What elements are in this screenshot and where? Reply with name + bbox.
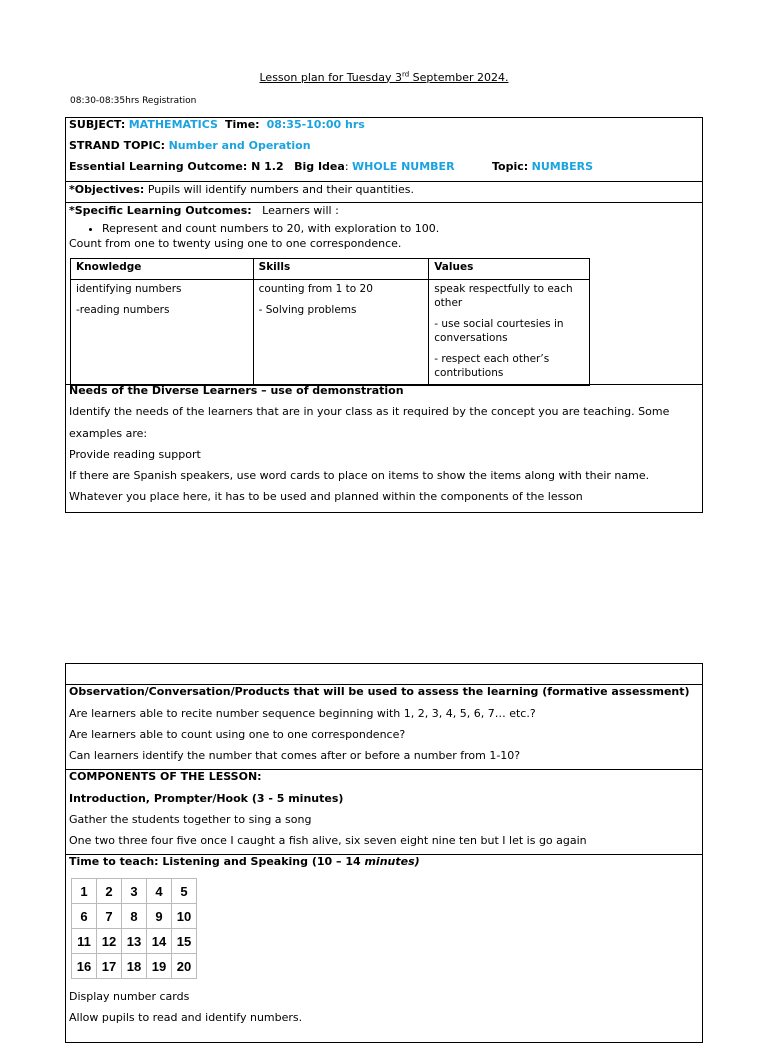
number-cell: 8 [122,904,147,929]
slo-extra: Count from one to twenty using one to one correspondence. [69,237,402,250]
diverse-heading: Needs of the Diverse Learners – use of demonstration [69,384,404,397]
values-item: - respect each other’s contributions [434,353,550,379]
slo-row [69,204,339,217]
components-heading: COMPONENTS OF THE LESSON: [69,770,262,783]
strand-row [69,139,311,152]
values-item: - use social courtesies in conversations [434,318,564,344]
divider [65,181,703,182]
diverse-line: Whatever you place here, it has to be used and planned within the components of the lesson [69,490,583,503]
intro-line: One two three four five once I caught a fish alive, six seven eight nine ten but I let is go again [69,834,587,847]
diverse-line: If there are Spanish speakers, use word cards to place on items to show the items along with their name. [69,469,650,482]
time-label: Time: [224,118,260,131]
skills-header: Skills [253,259,429,280]
knowledge-skills-values-table [70,258,590,386]
number-cell: 5 [172,879,197,904]
intro-heading: Introduction, Prompter/Hook (3 - 5 minutes) [69,792,344,805]
slo-bullet: • Represent and count numbers to 20, with exploration to 100. [102,222,439,235]
skills-cell [253,280,429,386]
topic-value: NUMBERS [531,160,594,173]
topic-label: Topic: [492,160,529,173]
registration-time: 08:30-08:35hrs Registration [70,96,197,106]
divider [65,202,703,203]
number-cell: 7 [97,904,122,929]
number-cell: 12 [97,929,122,954]
number-cell: 13 [122,929,147,954]
slo-intro: Learners will : [262,204,339,217]
assessment-line: Can learners identify the number that comes after or before a number from 1-10? [69,749,521,762]
number-cell: 6 [72,904,97,929]
number-cell: 15 [172,929,197,954]
diverse-line: Identify the needs of the learners that are in your class as it required by the concept you are teaching. Some [69,405,670,418]
assessment-line: Are learners able to recite number sequence beginning with 1, 2, 3, 4, 5, 6, 7… etc.? [69,707,536,720]
subject-label: SUBJECT: [69,118,126,131]
assessment-box [65,663,703,1043]
values-cell [429,280,590,386]
teach-line: Allow pupils to read and identify numbers. [69,1011,303,1024]
number-cell: 20 [172,954,197,979]
diverse-line: Provide reading support [69,448,201,461]
bigidea-value: WHOLE NUMBER [352,160,455,173]
topic-row [492,160,593,173]
number-cell: 18 [122,954,147,979]
objectives-label: *Objectives: [69,183,145,196]
number-cell: 19 [147,954,172,979]
assessment-line: Are learners able to count using one to one correspondence? [69,728,406,741]
slo-list [86,222,439,235]
strand-value: Number and Operation [168,139,311,152]
assessment-heading: Observation/Conversation/Products that will be used to assess the learning (formative assessment) [69,685,690,698]
teach-heading: Time to teach: Listening and Speaking (10 – 14 minutes) [69,855,420,868]
elo-label: Essential Learning Outcome: N 1.2 [69,160,284,173]
number-cell: 10 [172,904,197,929]
knowledge-item: identifying numbers [76,283,182,295]
number-cell: 1 [72,879,97,904]
bigidea-label: Big Idea [294,160,345,173]
knowledge-cell [71,280,254,386]
teach-line: Display number cards [69,990,190,1003]
knowledge-header: Knowledge [71,259,254,280]
number-grid [71,878,197,979]
skills-item: - Solving problems [258,304,357,316]
time-value: 08:35-10:00 hrs [266,118,365,131]
elo-row: Essential Learning Outcome: N 1.2 Big Idea: WHOLE NUMBER [69,160,455,173]
strand-label: STRAND TOPIC: [69,139,166,152]
number-cell: 14 [147,929,172,954]
number-cell: 16 [72,954,97,979]
number-cell: 9 [147,904,172,929]
objectives-text: Pupils will identify numbers and their quantities. [147,183,414,196]
intro-line: Gather the students together to sing a song [69,813,312,826]
skills-item: counting from 1 to 20 [258,283,373,295]
diverse-line: examples are: [69,427,148,440]
values-item: speak respectfully to each other [434,283,573,309]
knowledge-item: -reading numbers [76,304,170,316]
number-cell: 4 [147,879,172,904]
number-cell: 3 [122,879,147,904]
objectives-row [69,183,414,196]
subject-row [69,118,365,131]
subject-value: MATHEMATICS [128,118,218,131]
lesson-title: Lesson plan for Tuesday 3rd September 2024. [259,70,509,84]
number-cell: 17 [97,954,122,979]
number-cell: 2 [97,879,122,904]
number-cell: 11 [72,929,97,954]
values-header: Values [429,259,590,280]
slo-label: *Specific Learning Outcomes: [69,204,252,217]
